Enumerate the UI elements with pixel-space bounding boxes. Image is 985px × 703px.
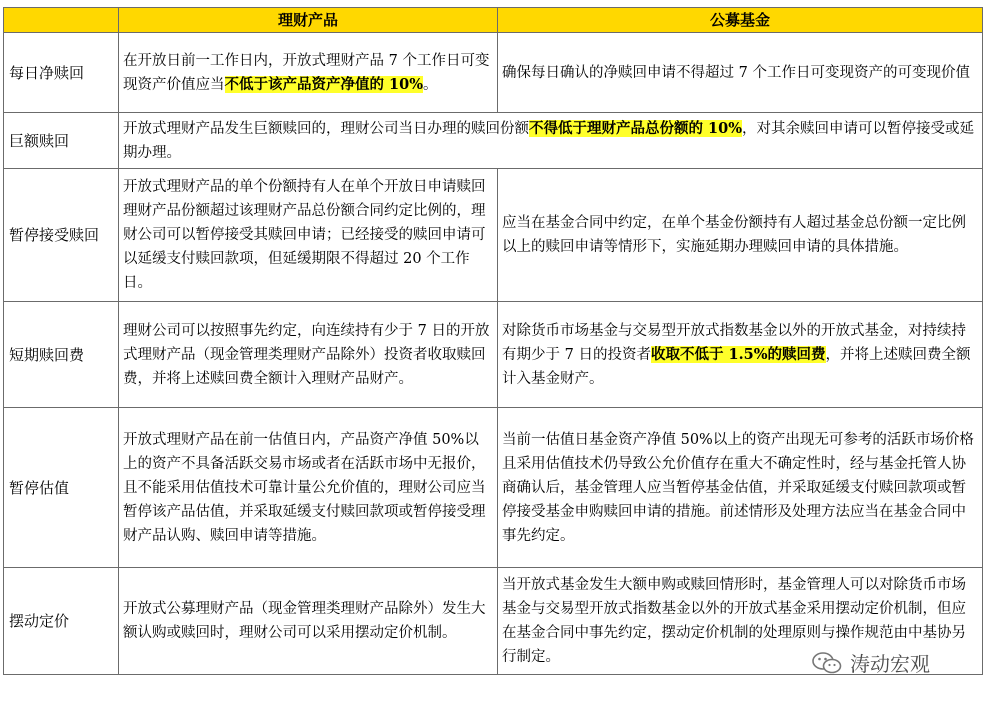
- cell-text: ，并将上述赎回费全额计入基金财产。: [502, 346, 971, 387]
- cell-text: 开放式理财产品发生巨额赎回的，理财公司当日办理的赎回份额: [123, 120, 529, 137]
- watermark-text: 涛动宏观: [850, 652, 930, 676]
- wealth-product-cell: [119, 408, 498, 568]
- cell-text: 当开放式基金发生大额申购或赎回情形时，基金管理人可以对除货币市场基金与交易型开放式指数基金以外的开放式基金采用摆动定价机制，但应在基金合同中事先约定，摆动定价机制的处理原则与操作规范由中基协另行制定。: [502, 577, 966, 665]
- header-public-fund: 公募基金: [498, 8, 983, 33]
- cell-text: 对除货币市场基金与交易型开放式指数基金以外的开放式基金，对持续持有期少于 7 日的投资者: [502, 322, 966, 363]
- wealth-product-cell: [119, 169, 498, 302]
- wechat-icon: [812, 651, 842, 675]
- cell-text: 开放式理财产品在前一估值日内，产品资产净值 50%以上的资产不具备活跃交易市场或者在活跃市场中无报价，且不能采用估值技术可靠计量公允价值的，理财公司应当暂停该产品估值，并采取延缓支付赎回款项或暂停接受理财产品认购、赎回申请等措施。: [123, 431, 486, 544]
- highlighted-text: 不得低于理财产品总份额的 10%: [529, 119, 743, 137]
- row-label: 短期赎回费: [4, 302, 119, 408]
- cell-text: 开放式理财产品的单个份额持有人在单个开放日申请赎回理财产品份额超过该理财产品总份额合同约定比例的，理财公司可以暂停接受其赎回申请；已经接受的赎回申请可以延缓支付赎回款项，但延缓期限不得超过 20 个工作日。: [123, 179, 486, 291]
- table-row: [4, 169, 983, 302]
- cell-text: 在开放日前一工作日内，开放式理财产品 7 个工作日可变现资产价值应当: [123, 52, 490, 93]
- table-row: [4, 302, 983, 408]
- wealth-product-cell: [119, 568, 498, 675]
- row-label: 摆动定价: [4, 568, 119, 675]
- cell-text: 。: [423, 76, 438, 93]
- highlighted-text: 收取不低于 1.5%的赎回费: [650, 345, 826, 363]
- row-label: 巨额赎回: [4, 113, 119, 169]
- table-row: [4, 33, 983, 113]
- row-label: 每日净赎回: [4, 33, 119, 113]
- cell-text: 当前一估值日基金资产净值 50%以上的资产出现无可参考的活跃市场价格且采用估值技术仍导致公允价值存在重大不确定性时，经与基金托管人协商确认后，基金管理人应当暂停基金估值，并采取延缓支付赎回款项或暂停接受基金申购赎回申请的措施。前述情形及处理方法应当在基金合同中事先约定。: [502, 431, 974, 544]
- cell-text: 开放式公募理财产品（现金管理类理财产品除外）发生大额认购或赎回时，理财公司可以采用摆动定价机制。: [123, 601, 486, 641]
- table-row: [4, 408, 983, 568]
- public-fund-cell: [498, 408, 983, 568]
- row-label: 暂停估值: [4, 408, 119, 568]
- wealth-product-cell: [119, 33, 498, 113]
- wealth-product-cell: [119, 302, 498, 408]
- row-label: 暂停接受赎回: [4, 169, 119, 302]
- public-fund-cell: [498, 33, 983, 113]
- table-row: [4, 113, 983, 169]
- header-wealth-product: 理财产品: [119, 8, 498, 33]
- public-fund-cell: [498, 302, 983, 408]
- public-fund-cell: [498, 169, 983, 302]
- header-row: [4, 8, 983, 33]
- highlighted-text: 不低于该产品资产净值的 10%: [224, 75, 424, 93]
- cell-text: ，对其余赎回申请可以暂停接受或延期办理。: [123, 120, 975, 161]
- cell-text: 应当在基金合同中约定，在单个基金份额持有人超过基金总份额一定比例以上的赎回申请等情形下，实施延期办理赎回申请的具体措施。: [502, 215, 966, 255]
- cell-text: 确保每日确认的净赎回申请不得超过 7 个工作日可变现资产的可变现价值: [502, 64, 970, 81]
- header-corner: [4, 8, 119, 33]
- watermark: [812, 648, 930, 677]
- comparison-table: [3, 7, 983, 675]
- cell-text: 理财公司可以按照事先约定，向连续持有少于 7 日的开放式理财产品（现金管理类理财产品除外）投资者收取赎回费，并将上述赎回费全额计入理财产品财产。: [123, 322, 490, 387]
- merged-cell: [119, 113, 983, 169]
